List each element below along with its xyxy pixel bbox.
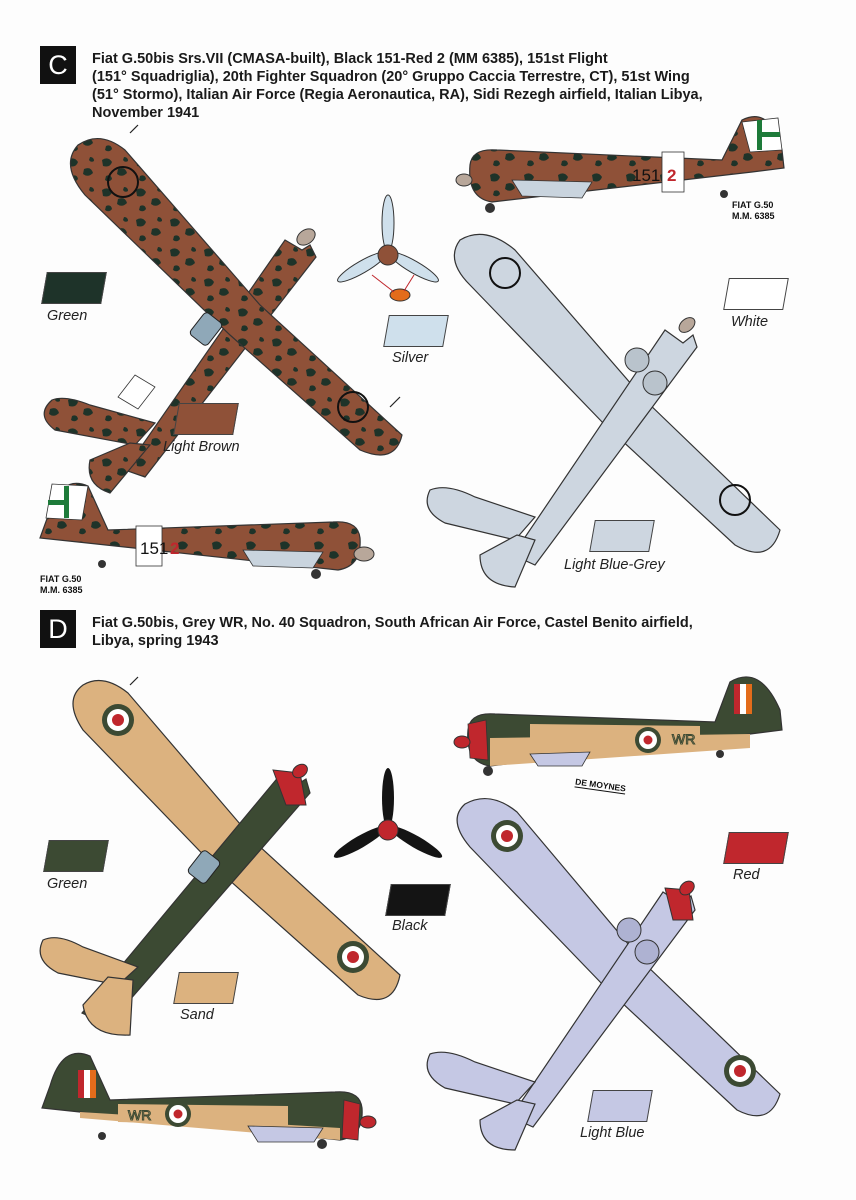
swatch-c-silver (383, 315, 449, 347)
aircraft-c-side-view-lower (38, 478, 378, 578)
swatch-label-c-silver: Silver (392, 350, 429, 366)
swatch-d-green (43, 840, 109, 872)
fuselage-code-d-lower: WR (128, 1107, 152, 1123)
swatch-c-light-brown (173, 403, 239, 435)
swatch-d-red (723, 832, 789, 864)
aircraft-d-side-view-lower (38, 1048, 383, 1148)
swatch-c-light-blue-grey (589, 520, 655, 552)
swatch-c-green (41, 272, 107, 304)
swatch-d-light-blue (587, 1090, 653, 1122)
fuselage-code-c-upper: 151 (632, 166, 661, 185)
nose-name-d: DE MOYNES (574, 776, 627, 794)
swatch-label-d-green: Green (47, 876, 88, 892)
fuselage-code-c-lower: 151 (140, 539, 169, 558)
fuselage-number-c-upper: 2 (667, 166, 677, 185)
section-d-heading-line: Fiat G.50bis, Grey WR, No. 40 Squadron, South African Air Force, Castel Benito airfield, (92, 615, 693, 631)
swatch-c-white (723, 278, 789, 310)
swatch-label-c-white: White (731, 314, 769, 330)
section-c-letter: C (40, 46, 76, 84)
swatch-label-d-light-blue: Light Blue (580, 1125, 645, 1141)
section-c-heading-line: November 1941 (92, 105, 200, 121)
swatch-label-c-light-brown: Light Brown (163, 439, 240, 455)
stencil-line: M.M. 6385 (732, 211, 775, 221)
swatch-label-c-green: Green (47, 308, 88, 324)
aircraft-d-side-view-upper (450, 668, 790, 778)
section-c-heading-line: (51° Stormo), Italian Air Force (Regia Aeronautica, RA), Sidi Rezegh airfield, Italian Libya, (92, 87, 703, 103)
fuselage-code-d-upper: WR (672, 731, 696, 747)
stencil-line: FIAT G.50 (40, 574, 82, 584)
section-d-letter: D (40, 610, 76, 648)
swatch-label-c-light-blue-grey: Light Blue-Grey (564, 557, 665, 573)
section-d-heading-line: Libya, spring 1943 (92, 633, 219, 649)
fuselage-number-c-lower: 2 (170, 539, 180, 558)
section-c-heading-line: Fiat G.50bis Srs.VII (CMASA-built), Black 151-Red 2 (MM 6385), 151st Flight (92, 51, 608, 67)
swatch-label-d-red: Red (733, 867, 760, 883)
swatch-label-d-sand: Sand (180, 1007, 214, 1023)
swatch-label-d-black: Black (392, 918, 428, 934)
stencil-line: M.M. 6385 (40, 585, 83, 595)
section-c-heading-line: (151° Squadriglia), 20th Fighter Squadron (20° Gruppo Caccia Terrestre, CT), 51st Wing (92, 69, 690, 85)
section-d-heading (92, 614, 693, 650)
stencil-line: FIAT G.50 (732, 200, 774, 210)
stencil-c-lower (40, 574, 83, 596)
swatch-d-sand (173, 972, 239, 1004)
stencil-c-upper (732, 200, 775, 222)
swatch-d-black (385, 884, 451, 916)
